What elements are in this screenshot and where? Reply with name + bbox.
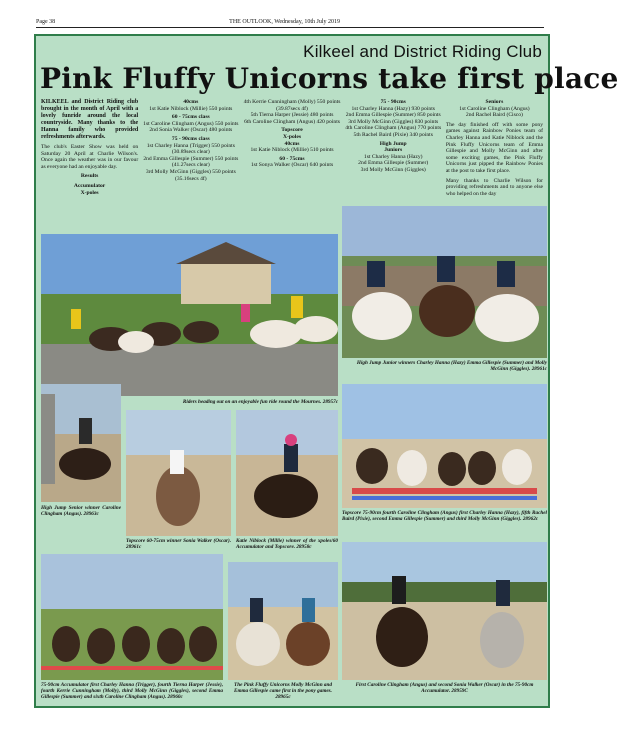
photo-fun-ride bbox=[41, 234, 338, 396]
article-paragraph: Many thanks to Charlie Wilson for providing refreshments and to anyone else who helped on the day bbox=[445, 177, 544, 197]
result-line: 2nd Sonia Walker (Oscar) 480 points bbox=[149, 127, 233, 134]
result-line: 2nd Emma Gillespie (Summer) 850 points bbox=[345, 112, 441, 119]
result-line: 4th Caroline Clingham (Angus) 770 points bbox=[345, 125, 442, 132]
result-line: 2nd Emma Gillespie (Summer) 550 points (41.27secs clear) bbox=[143, 155, 239, 169]
article-column-2 bbox=[142, 99, 239, 231]
article-paragraph: The club's Easter Show was held on Saturday 20 April at Charlie Wilson's. Once again the weather was in our favour as everyone had an enjoyable day. bbox=[41, 144, 139, 170]
result-line: 2nd Emma Gillespie (Summer) bbox=[358, 160, 429, 167]
photo-caption: Riders heading out on an enjoyable fun ride round the Mournes. 28957c bbox=[182, 399, 338, 405]
photo-high-jump-juniors bbox=[342, 206, 547, 358]
photo-caption: Topscore 60-75cm winner Sonia Walker (Oscar). 28961c bbox=[126, 538, 231, 551]
result-line: 2nd Rachel Baird (Cisco) bbox=[465, 112, 523, 119]
result-line: 6th Caroline Clingham (Angus) 420 points bbox=[244, 118, 340, 125]
photo-caption: Katie Niblock (Millie) winner of the xpoles/60 Accumulator and Topscore. 28958c bbox=[236, 538, 338, 551]
result-line: 1st Caroline Clingham (Angus) bbox=[459, 105, 530, 112]
photo-topscore-60-75 bbox=[126, 410, 231, 536]
results-heading: 60 - 75cms class bbox=[171, 114, 210, 121]
photo-topscore-75-90 bbox=[342, 384, 547, 508]
result-line: 1st Charley Hanna (Trigger) 550 points (30.89secs clear) bbox=[146, 142, 235, 156]
photo-caption: 75-90cm Accumulator first Charley Hanna (Trigger), fourth Tierna Harper (Jessie), fourth Kerrie Cunningham (Molly), third Molly McGinn (Giggles), second Emma Gillespie (Summer) and sixth Caroline Clingham (Angus). 28960c bbox=[41, 682, 223, 701]
results-heading: X-poles bbox=[282, 133, 302, 140]
photo-caption: High Jump Senior winner Caroline Clingham (Angus). 28963c bbox=[41, 505, 121, 518]
article-paragraph: The day finished off with some pony games against Rainbow Ponies team of Charley Hanna and Katie Niblock and the Pink Fluffy Unicorns team of Emma Gillespie and Molly McGinn and after some exciting games, the Pink Fluffy Unicorns just pipped the Rainbow Ponies at the post to take first place. bbox=[445, 121, 544, 174]
results-heading: 75 - 90cms class bbox=[171, 135, 210, 142]
result-line: 1st Katie Niblock (Millie) 550 points bbox=[149, 105, 233, 112]
results-heading: 40cms bbox=[183, 99, 199, 105]
article-lead: KILKEEL and District Riding club brought in the month of April with a lovely funride around the local countryside. Many thanks to the Hanna family who provided refreshments afterwards. bbox=[41, 99, 139, 140]
result-line: 5th Tierna Harper (Jessie) 480 points bbox=[250, 112, 334, 119]
results-heading: Topscore bbox=[281, 127, 303, 134]
results-subheading: X-poles bbox=[80, 189, 99, 196]
results-heading: Juniors bbox=[384, 147, 403, 154]
issue-date: THE OUTLOOK, Wednesday, 10th July 2019 bbox=[229, 19, 340, 25]
results-subheading: Accumulator bbox=[73, 182, 106, 189]
result-line: 4th Kerrie Cunningham (Molly) 550 points (39.87secs 4f) bbox=[243, 99, 341, 112]
results-heading: 75 - 90cms bbox=[380, 99, 406, 105]
club-title: Kilkeel and District Riding Club bbox=[303, 42, 542, 61]
result-line: 1st Charley Hanna (Hazy) bbox=[363, 153, 423, 160]
article-column-3 bbox=[243, 99, 340, 231]
article-column-1 bbox=[41, 99, 138, 231]
results-heading: High Jump bbox=[379, 140, 407, 147]
photo-caption: The Pink Fluffy Unicorns Molly McGinn and Emma Gillespie came first in the pony games. 28965c bbox=[234, 682, 332, 701]
photo-high-jump-senior bbox=[41, 384, 121, 502]
result-line: 1st Sonya Walker (Oscar) 640 points bbox=[250, 162, 334, 169]
result-line: 5th Rachel Baird (Pixie) 340 points bbox=[353, 131, 433, 138]
result-line: 3rd Molly McGinn (Giggles) bbox=[360, 166, 426, 173]
results-heading: Results bbox=[80, 173, 99, 180]
photo-caption: First Caroline Clingham (Angus) and second Sonia Walker (Oscar) in the 75-90cm Accumulator. 28959C bbox=[355, 682, 534, 695]
page-folio bbox=[36, 18, 544, 28]
photo-caption: Topscore 75-90cm fourth Caroline Clingham (Angus) first Charley Hanna (Hazy), fifth Rachel Baird (Pixie), second Emma Gillespie (Summer) and third Molly McGinn (Giggles). 28962c bbox=[342, 510, 547, 523]
results-heading: 40cms bbox=[284, 140, 300, 147]
article-frame bbox=[34, 34, 618, 708]
photo-katie-niblock bbox=[236, 410, 338, 536]
page-number: Page 38 bbox=[36, 19, 56, 25]
photo-accumulator-first-second bbox=[342, 542, 547, 680]
photo-pony-games bbox=[228, 562, 338, 680]
results-heading: 60 - 75cms bbox=[279, 155, 305, 162]
result-line: 1st Charley Hanna (Hazy) 930 points bbox=[351, 105, 435, 112]
result-line: 3rd Molly McGinn (Giggles) 830 points bbox=[348, 118, 439, 125]
result-line: 1st Katie Niblock (Millie) 510 points bbox=[250, 147, 334, 154]
headline: Pink Fluffy Unicorns take first place bbox=[40, 62, 618, 95]
result-line: 1st Caroline Clingham (Angus) 550 points bbox=[143, 120, 239, 127]
photo-caption: High Jump Junior winners Charley Hanna (Hazy) Emma Gillespie (Summer) and Molly McGinn (Giggles). 28961c bbox=[356, 360, 547, 373]
photo-accumulator-75-90 bbox=[41, 554, 223, 680]
results-heading: Seniors bbox=[485, 99, 504, 105]
result-line: 3rd Molly McGinn (Giggles) 550 points (35.16secs 4f) bbox=[145, 168, 236, 182]
